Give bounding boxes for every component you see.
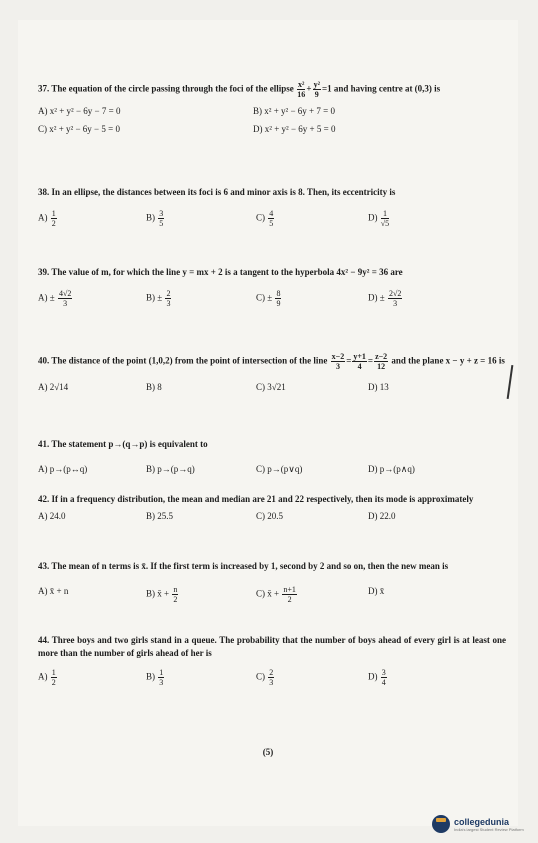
options-row [38, 209, 506, 233]
option-a[interactable]: A) x² + y² − 6y − 7 = 0 [38, 106, 121, 116]
question-42 [38, 493, 506, 528]
logo-tagline: India's largest Student Review Platform [454, 826, 524, 832]
option-b[interactable]: B) x̄ + $\frac{n}{2}$ [146, 585, 178, 604]
question-text: 40. The distance of the point (1,0,2) from the point of intersection of the line $\frac{x-2}{3}$ = $\frac{y+1}{4}$ = $\frac{z-2}{12}$ and the plane x − y + z = 16 is [38, 352, 505, 371]
option-d[interactable]: D) $\frac{1}{√5}$ [368, 209, 390, 228]
page-number: (5) [262, 747, 274, 757]
option-d[interactable]: D) ± $\frac{2√2}{3}$ [368, 289, 402, 308]
option-c[interactable]: C) 20.5 [256, 511, 283, 521]
question-41 [38, 438, 506, 481]
question-number: 38. [38, 187, 50, 197]
option-a[interactable]: A) ± $\frac{4√2}{3}$ [38, 289, 72, 308]
option-a[interactable]: A) $\frac{1}{2}$ [38, 668, 56, 687]
option-a[interactable]: A) x̄ + n [38, 586, 69, 596]
options-row [38, 123, 506, 141]
options-row [38, 668, 506, 694]
option-c[interactable]: C) p→(p∨q) [256, 464, 303, 474]
option-d[interactable]: D) $\frac{3}{4}$ [368, 668, 386, 687]
question-number: 37. [38, 83, 50, 94]
option-b[interactable]: B) 8 [146, 382, 162, 392]
option-c[interactable]: C) ± $\frac{8}{9}$ [256, 289, 281, 308]
question-text: 39. The value of m, for which the line y = mx + 2 is a tangent to the hyperbola 4x² − 9y² = 36 are [38, 267, 403, 277]
collegedunia-logo [432, 815, 524, 833]
question-text: Three boys and two girls stand in a queue. The probability that the number of boys ahead of every girl is at least one more than the number of girls ahead of her is [38, 635, 507, 658]
option-d[interactable]: D) x̄ [368, 586, 385, 596]
options-row [38, 381, 506, 399]
option-c[interactable]: C) x̄ + $\frac{n+1}{2}$ [256, 585, 296, 604]
question-37: 37. The equation of the circle passing through the foci of the ellipse $\frac{\text{x²}}{16}$ + $\frac{\text{y²}}{9}$ =1 and having centre at (0,3) is A) x² + y² − 6y − 7 = 0 B) x² + y² − 6y + 7 = 0 C) x² + y² − 6y − 5 = 0 D) x² + y² − 6y + 5 = 0 [38, 80, 506, 141]
question-number: 40. [38, 355, 50, 366]
question-text: 38. In an ellipse, the distances between its foci is 6 and minor axis is 8. Then, its eccentricity is [38, 187, 396, 197]
question-number: 41. [38, 439, 50, 449]
question-43 [38, 560, 506, 609]
option-b[interactable]: B) x² + y² − 6y + 7 = 0 [253, 106, 335, 116]
option-c[interactable]: C) x² + y² − 6y − 5 = 0 [38, 124, 120, 134]
question-number: 39. [38, 267, 50, 277]
options-row [38, 289, 506, 313]
option-d[interactable]: D) x² + y² − 6y + 5 = 0 [253, 124, 336, 134]
option-a[interactable]: A) 2√14 [38, 382, 69, 392]
option-d[interactable]: D) 22.0 [368, 511, 396, 521]
option-b[interactable]: B) ± $\frac{2}{3}$ [146, 289, 171, 308]
option-d[interactable]: D) p→(p∧q) [368, 464, 415, 474]
exam-page [18, 20, 518, 826]
option-c[interactable]: C) $\frac{4}{5}$ [256, 209, 274, 228]
option-b[interactable]: B) $\frac{1}{3}$ [146, 668, 164, 687]
question-number: 44. [38, 635, 50, 645]
question-38 [38, 186, 506, 233]
options-row [38, 510, 506, 528]
graduation-cap-icon [432, 815, 450, 833]
question-text: If in a frequency distribution, the mean and median are 21 and 22 respectively, then its mode is approximately [51, 494, 474, 504]
question-39 [38, 266, 506, 313]
question-number: 42. [38, 494, 50, 504]
option-a[interactable]: A) $\frac{1}{2}$ [38, 209, 56, 228]
options-row [38, 463, 506, 481]
option-b[interactable]: B) $\frac{3}{5}$ [146, 209, 164, 228]
question-40 [38, 352, 506, 399]
question-number: 43. [38, 561, 50, 571]
option-d[interactable]: D) 13 [368, 382, 389, 392]
question-text: The statement p→(q→p) is equivalent to [51, 439, 208, 449]
option-a[interactable]: A) p→(p↔q) [38, 464, 88, 474]
option-b[interactable]: B) p→(p→q) [146, 464, 195, 474]
options-row [38, 105, 506, 123]
option-c[interactable]: C) 3√21 [256, 382, 286, 392]
option-c[interactable]: C) $\frac{2}{3}$ [256, 668, 274, 687]
options-row [38, 585, 506, 609]
option-b[interactable]: B) 25.5 [146, 511, 173, 521]
question-text: The mean of n terms is x̄. If the first term is increased by 1, second by 2 and so on, then the new mean is [51, 561, 449, 571]
option-a[interactable]: A) 24.0 [38, 511, 66, 521]
logo-name: collegedunia [454, 816, 510, 827]
question-44 [38, 634, 506, 694]
